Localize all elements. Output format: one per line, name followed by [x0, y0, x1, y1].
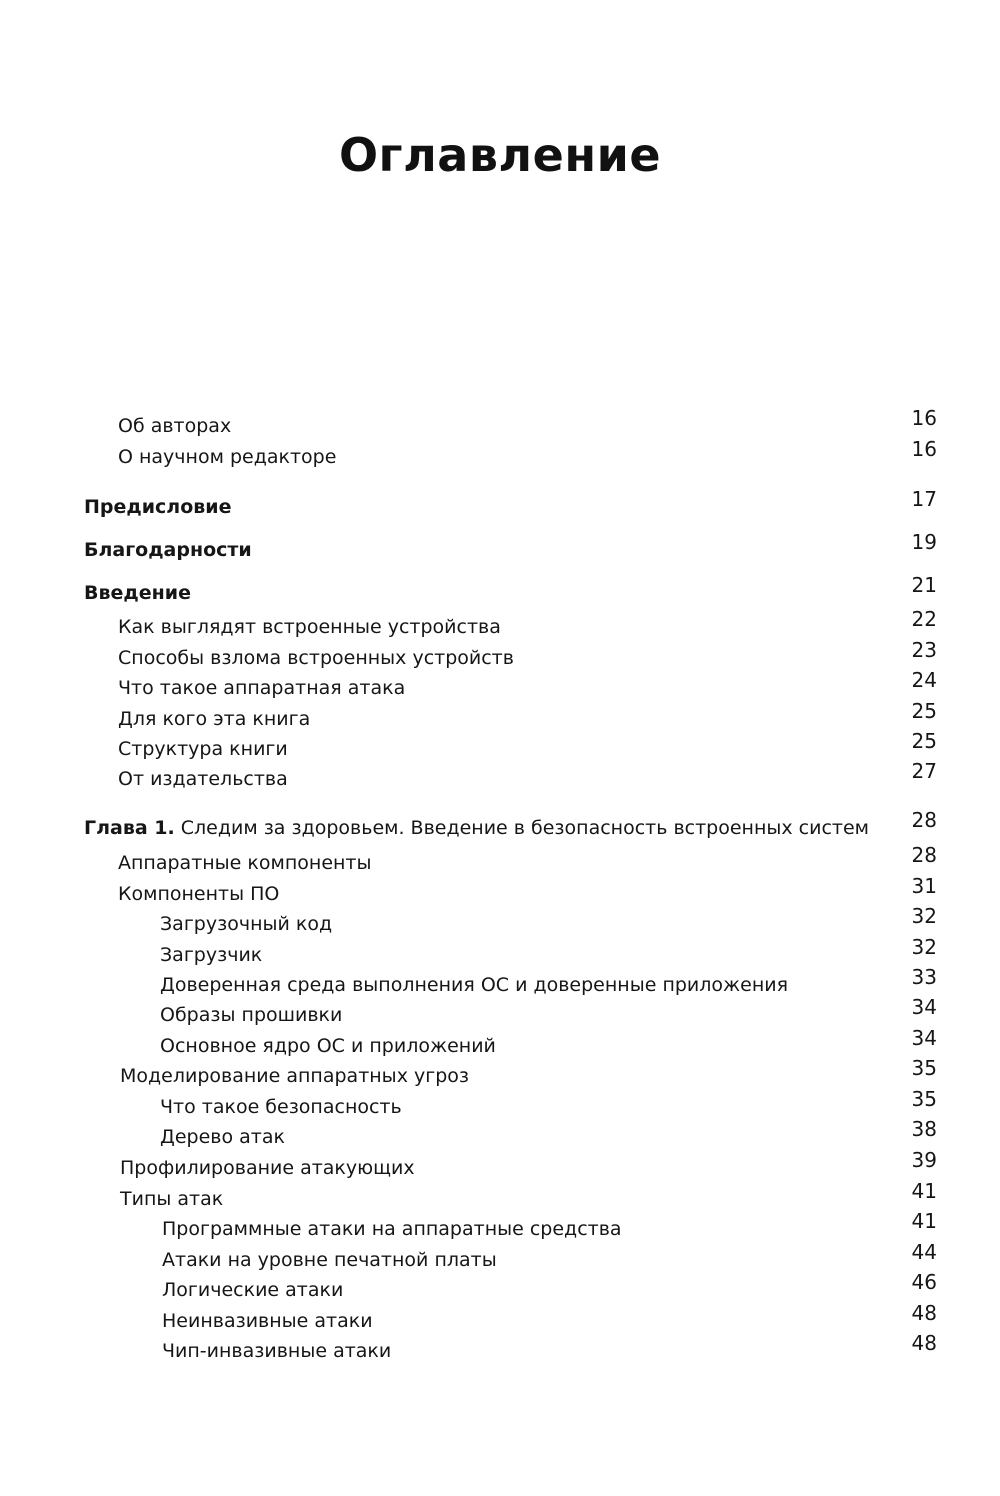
toc-entry[interactable]	[162, 1242, 937, 1272]
toc-entry[interactable]	[160, 1089, 937, 1119]
toc-entry-title: Предисловие	[84, 496, 232, 518]
toc-entry[interactable]	[84, 532, 937, 562]
toc-page-number: 28	[911, 843, 937, 867]
toc-page-number: 46	[911, 1270, 937, 1294]
toc-entry-title: Атаки на уровне печатной платы	[162, 1249, 497, 1271]
toc-entry[interactable]	[118, 701, 937, 731]
toc-page-number: 48	[911, 1301, 937, 1325]
toc-entry[interactable]	[118, 670, 937, 700]
toc-entry-title: Об авторах	[118, 415, 232, 437]
toc-entry-title: Структура книги	[118, 738, 288, 760]
toc-page-number: 16	[911, 437, 937, 461]
toc-entry[interactable]	[160, 1119, 937, 1149]
toc-page-number: 34	[911, 1026, 937, 1050]
toc-entry[interactable]	[160, 967, 937, 997]
toc-entry-title: Благодарности	[84, 539, 252, 561]
toc-page-number: 27	[911, 759, 937, 783]
toc-entry-title: От издательства	[118, 768, 288, 790]
toc-page-number: 44	[911, 1240, 937, 1264]
toc-page-number: 17	[911, 487, 937, 511]
toc-page-number: 22	[911, 607, 937, 631]
toc-page-number: 32	[911, 904, 937, 928]
toc-entry[interactable]	[120, 1150, 937, 1180]
toc-page-number: 32	[911, 935, 937, 959]
toc-page-number: 35	[911, 1056, 937, 1080]
toc-page-number: 21	[911, 573, 937, 597]
toc-entry-title: Способы взлома встроенных устройств	[118, 647, 514, 669]
toc-entry[interactable]	[162, 1303, 937, 1333]
toc-entry[interactable]	[120, 1181, 937, 1211]
toc-page-number: 19	[911, 530, 937, 554]
toc-page-number: 41	[911, 1209, 937, 1233]
toc-entry-title: О научном редакторе	[118, 446, 337, 468]
toc-entry-title: Дерево атак	[160, 1126, 285, 1148]
toc-entry[interactable]	[84, 489, 937, 519]
toc-entry[interactable]	[118, 439, 937, 469]
toc-entry-title: Моделирование аппаратных угроз	[120, 1065, 469, 1087]
toc-entry[interactable]	[118, 731, 937, 761]
toc-entry[interactable]	[160, 1028, 937, 1058]
dot-leader	[195, 585, 903, 609]
toc-entry-title: Введение	[84, 582, 191, 604]
toc-entry[interactable]	[84, 810, 937, 840]
dot-leader	[873, 820, 903, 844]
toc-entry[interactable]	[118, 640, 937, 670]
toc-entry[interactable]	[162, 1272, 937, 1302]
toc-entry-title: Доверенная среда выполнения ОС и доверенные приложения	[160, 974, 789, 996]
toc-page-number: 24	[911, 668, 937, 692]
toc-entry-title: Образы прошивки	[160, 1004, 343, 1026]
toc-entry[interactable]	[120, 1058, 937, 1088]
toc-page-number: 35	[911, 1087, 937, 1111]
toc-entry[interactable]	[118, 609, 937, 639]
toc-entry-title	[84, 816, 873, 840]
dot-leader	[256, 542, 903, 566]
page-title: Оглавление	[338, 128, 662, 182]
dot-leader	[395, 1343, 903, 1367]
toc-entry[interactable]	[118, 408, 937, 438]
toc-entry[interactable]	[162, 1211, 937, 1241]
toc-entry-title: Что такое безопасность	[160, 1096, 402, 1118]
toc-page-number: 33	[911, 965, 937, 989]
toc-entry[interactable]	[160, 997, 937, 1027]
toc-page-number: 25	[911, 699, 937, 723]
toc-entry-title: Компоненты ПО	[118, 883, 280, 905]
dot-leader	[236, 499, 903, 523]
toc-entry[interactable]	[160, 906, 937, 936]
toc-entry[interactable]	[118, 845, 937, 875]
toc-entry[interactable]	[84, 575, 937, 605]
toc-page-number: 31	[911, 874, 937, 898]
toc-entry[interactable]	[160, 937, 937, 967]
toc-page-number: 16	[911, 406, 937, 430]
toc-entry-title: Профилирование атакующих	[120, 1157, 415, 1179]
toc-entry-title: Загрузчик	[160, 944, 263, 966]
toc-entry-title: Загрузочный код	[160, 913, 333, 935]
toc-entry-title: Неинвазивные атаки	[162, 1310, 373, 1332]
toc-page-number: 48	[911, 1331, 937, 1355]
toc-page-number: 23	[911, 638, 937, 662]
toc-page-number: 25	[911, 729, 937, 753]
toc-entry-title: Типы атак	[120, 1188, 224, 1210]
toc-page-number: 38	[911, 1117, 937, 1141]
toc-entry-title: Чип-инвазивные атаки	[162, 1340, 392, 1362]
toc-entry-title: Как выглядят встроенные устройства	[118, 616, 501, 638]
toc-entry[interactable]	[118, 876, 937, 906]
toc-entry-title: Аппаратные компоненты	[118, 852, 372, 874]
toc-page-number: 39	[911, 1148, 937, 1172]
toc-entry-title: Что такое аппаратная атака	[118, 677, 406, 699]
toc-entry[interactable]	[162, 1333, 937, 1363]
toc-entry[interactable]	[118, 761, 937, 791]
toc-entry-title: Программные атаки на аппаратные средства	[162, 1218, 622, 1240]
chapter-label: Глава 1.	[84, 817, 175, 839]
dot-leader	[340, 449, 903, 473]
toc-entry-title: Логические атаки	[162, 1279, 344, 1301]
toc-entry-title: Основное ядро ОС и приложений	[160, 1035, 496, 1057]
toc-entry-title: Для кого эта книга	[118, 708, 311, 730]
dot-leader	[292, 771, 903, 795]
chapter-title: Следим за здоровьем. Введение в безопасность встроенных систем	[180, 817, 870, 839]
toc-page-number: 28	[911, 808, 937, 832]
toc-page-number: 41	[911, 1179, 937, 1203]
toc-page-number: 34	[911, 995, 937, 1019]
